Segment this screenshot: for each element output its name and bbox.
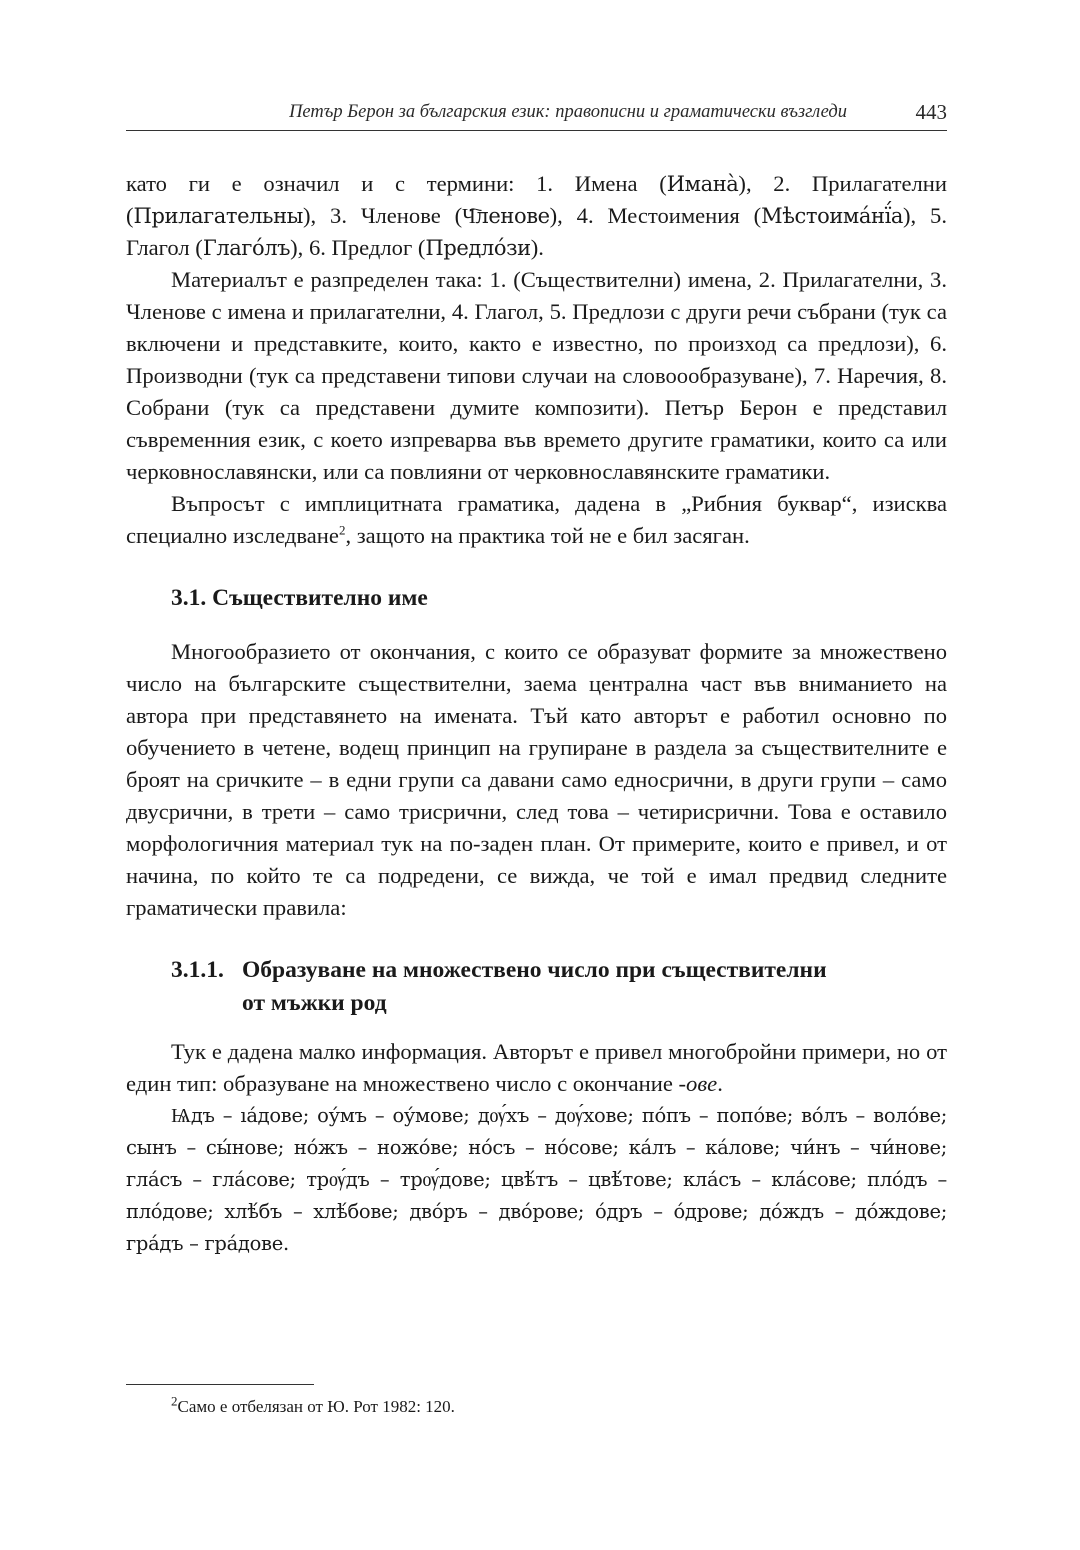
footnote-rule bbox=[126, 1384, 314, 1385]
section-heading-3-1: 3.1. Съществително име bbox=[171, 585, 428, 611]
paragraph-terms: като ги е означил и с термини: 1. Имена (Имана̀), 2. Прилагателни (Прилагательны), 3. Членове (Ч҇ленове), 4. Местоимения (Мѣстоима́нї́а), 5. Глагол (Глаго́лъ), 6. Предлог (Предло́зи). bbox=[126, 171, 947, 260]
ending-ove: -ове bbox=[678, 1071, 718, 1096]
footnote-ref[interactable]: 2 bbox=[338, 522, 346, 538]
old-term: Имана̀ bbox=[666, 172, 739, 196]
old-examples: Ѩдъ – ıа́дове; оу́мъ – оу́мове; дѹ́хъ – дѹ́хове; по́пъ – попо́ве; во́лъ – воло́ве; сынъ – сы́нове; но́жъ – ножо́ве; но́съ – но́сове; ка́лъ – ка́лове; чи́нъ – чи́нове; гла́съ – гла́сове; трѹ́дъ – трѹ́дове; цвѣ́тъ – цвѣ́тове; кла́съ – кла́сове; пло́дъ – пло́дове; хлѣ́бъ – хлѣ́бове; дво́ръ – дво́рове; о́дръ – о́дрове; до́ждъ – до́ждове; гра́дъ – гра́дове. bbox=[126, 1104, 947, 1255]
heading-line-2: от мъжки род bbox=[242, 990, 387, 1016]
running-header bbox=[126, 96, 947, 131]
paragraph-implicit-grammar: Въпросът с имплицитната граматика, дадена в „Рибния буквар“, изисква специално изследване$^2$, защото на практика той не е бил засяган. bbox=[126, 491, 947, 548]
footnote bbox=[171, 1393, 455, 1418]
paragraph-plural-endings: Многообразието от окончания, с които се образуват формите за множествено число на българските съществителни, заема централна част във вниманието на автора при представянето на имената. Тъй като авторът е работил основно по обучението в четене, водещ принцип на групиране в раздела за съществителните е броят на сричките – в едни групи са давани само едносрични, в други групи – само двусрични, в трети – само трисрични, след това – четирисрични. Това е оставило морфологичния материал тук на по-заден план. От примерите, които е привел, и от начина, по който те са подредени, се вижда, че той е имал предвид следните граматически правила: bbox=[126, 639, 947, 920]
body-text bbox=[126, 168, 947, 1260]
section-heading-3-1-1 bbox=[126, 954, 947, 1020]
footnote-text: Само е отбелязан от Ю. Рот 1982: 120. bbox=[177, 1397, 455, 1416]
paragraph-material: Материалът е разпределен така: 1. (Съществителни) имена, 2. Прилагателни, 3. Членове с имена и прилагателни, 4. Глагол, 5. Предлози с други речи събрани (тук са включени и представките, които, както е известно, по произход са предлози), 6. Производни (тук са представени типови случаи на словоообразуване), 7. Наречия, 8. Собрани (тук са представени думите композити). Петър Берон е представил съвременния език, с което изпреварва във времето другите граматики, които са или черковнославянски, или са повлияни от черковнославянските граматики. bbox=[126, 267, 947, 484]
old-term: Мѣстоима́нї́а bbox=[761, 204, 904, 228]
page bbox=[126, 0, 947, 1550]
page-number: 443 bbox=[915, 100, 947, 124]
old-term: Ч҇ленове bbox=[462, 204, 550, 228]
footnote-marker: 2 bbox=[171, 1393, 178, 1409]
old-term: Прилагательны bbox=[133, 204, 303, 228]
paragraph-masculine-plural: Тук е дадена малко информация. Авторът е привел многобройни примери, но от един тип: образуване на множествено число с окончание -ове. bbox=[126, 1039, 947, 1096]
old-term: Предло́зи bbox=[425, 236, 531, 260]
heading-line-1: Образуване на множествено число при съществителни bbox=[242, 957, 827, 983]
old-term: Глаго́лъ bbox=[202, 236, 291, 260]
running-title: Петър Берон за българския език: правописни и граматически възгледи bbox=[289, 102, 847, 122]
heading-number: 3.1.1. bbox=[171, 957, 224, 983]
